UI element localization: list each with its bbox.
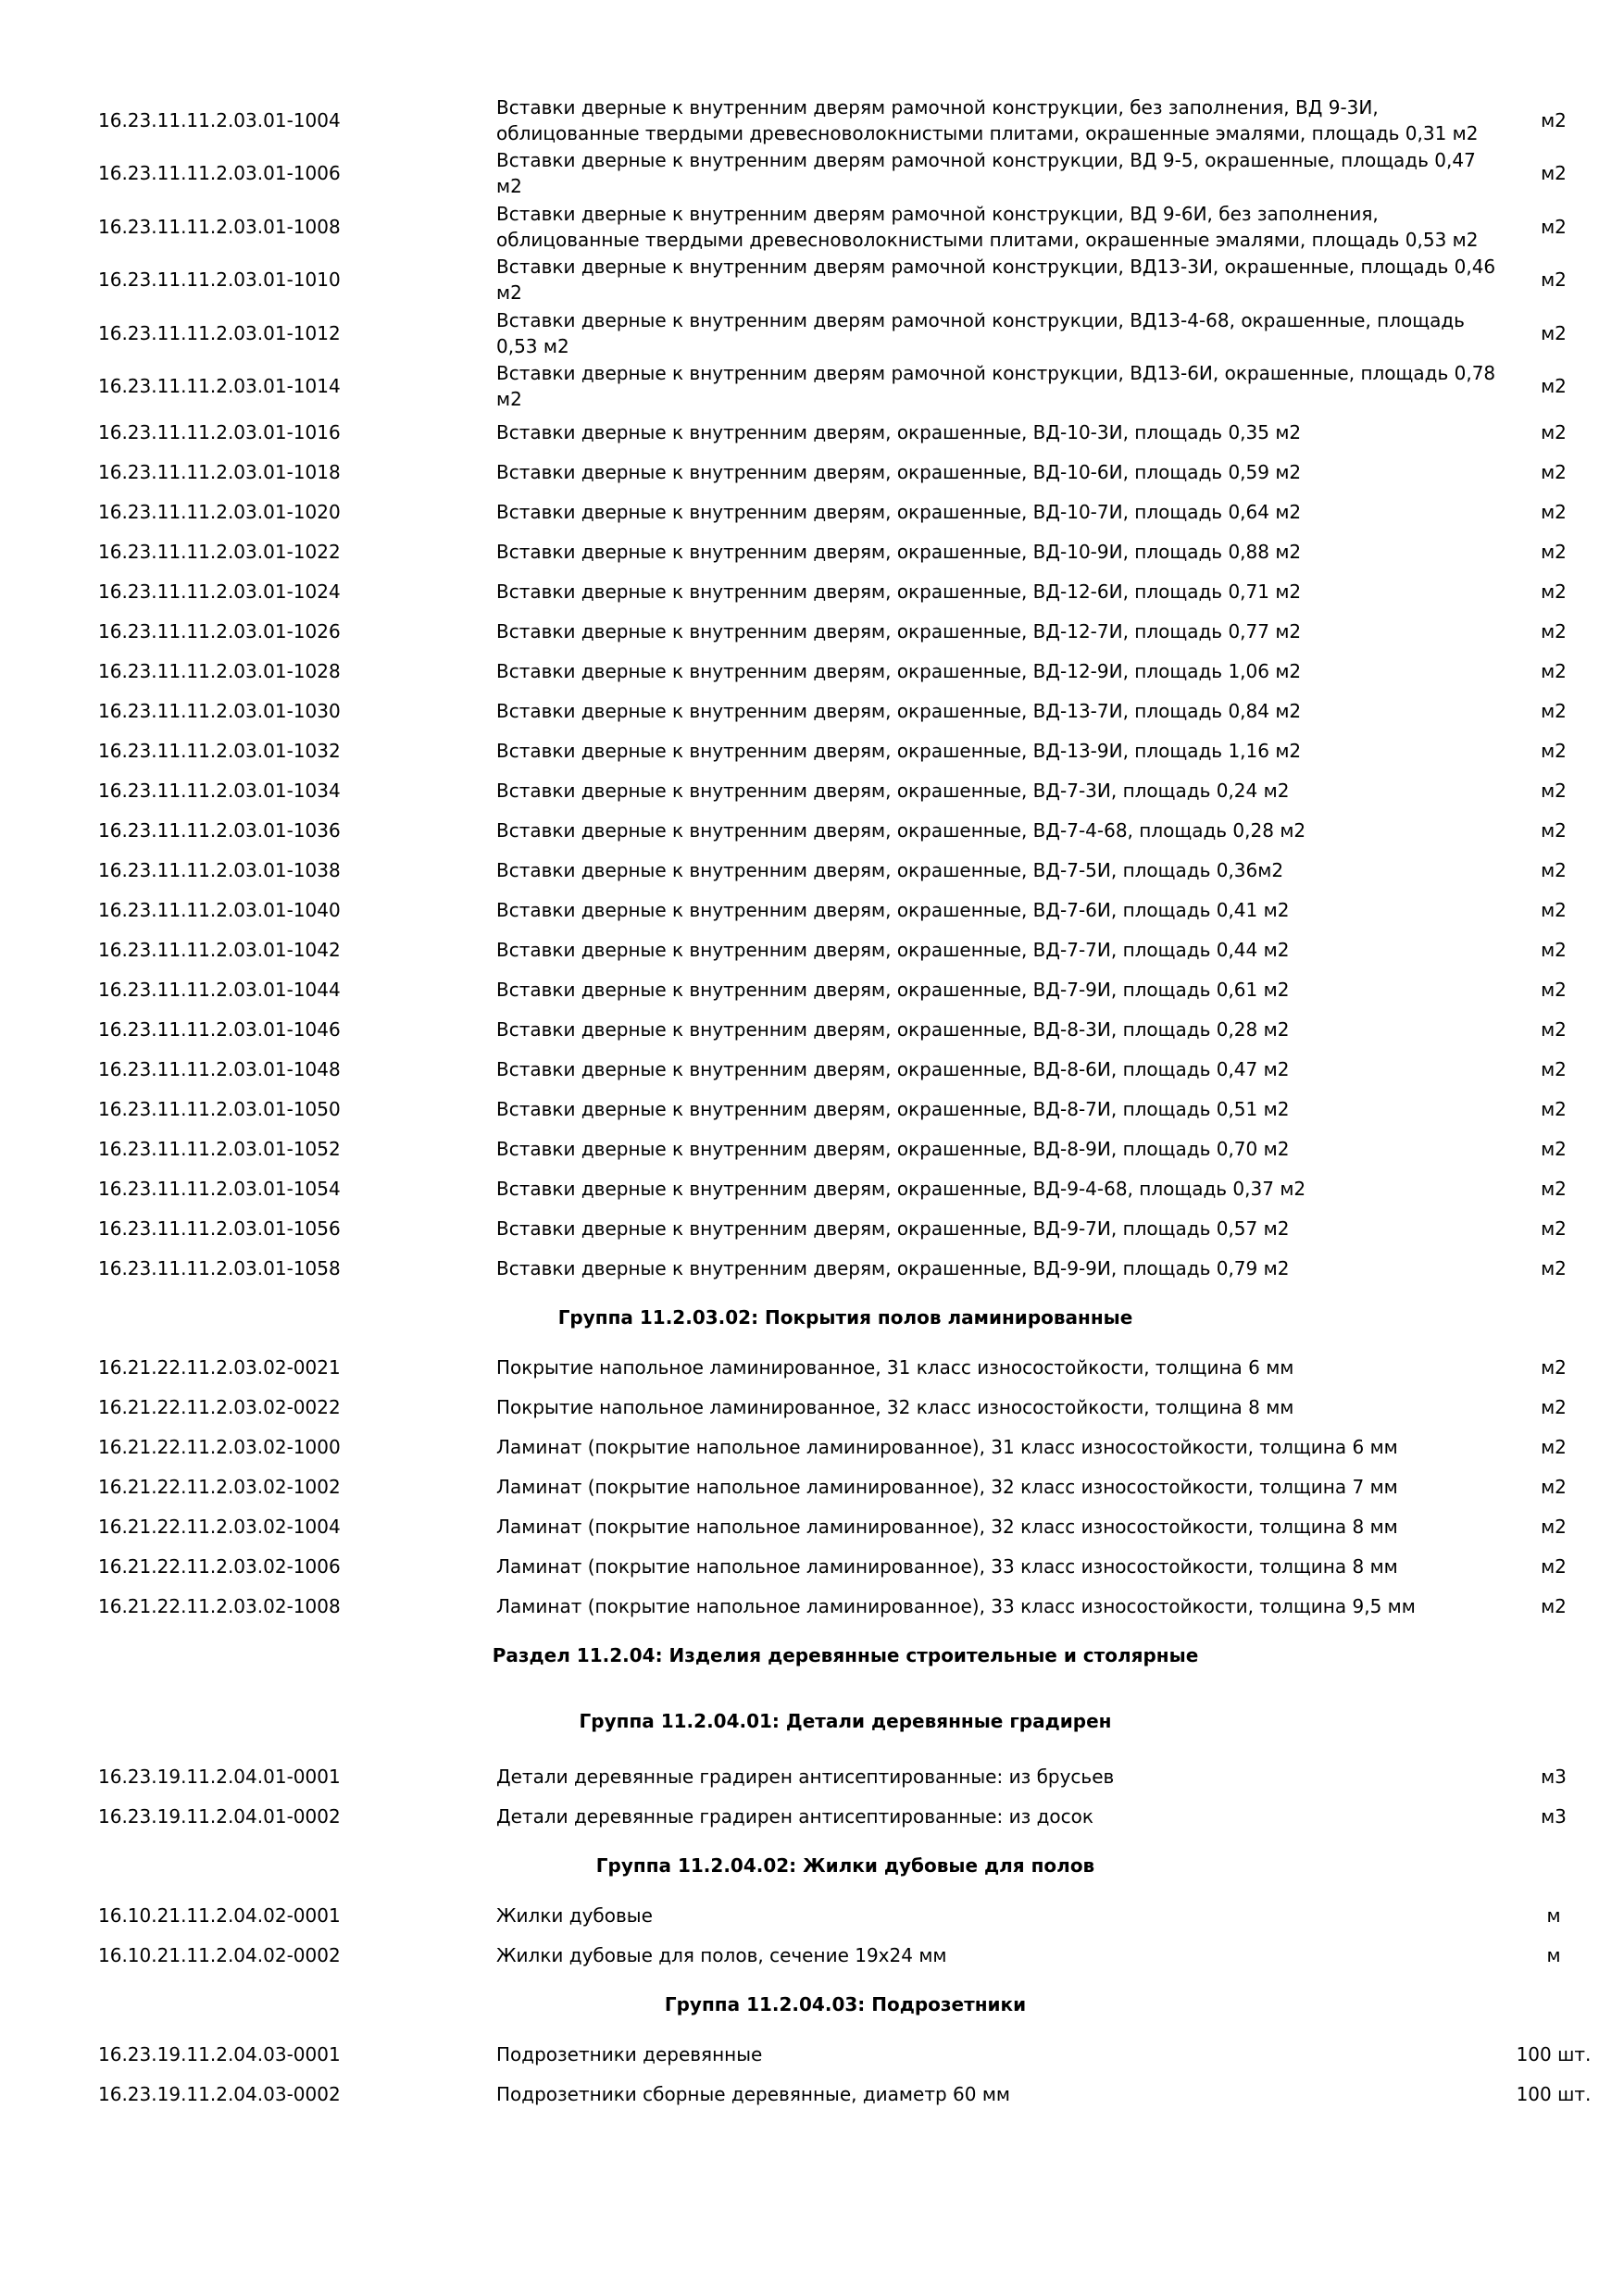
- resource-name: Вставки дверные к внутренним дверям, окрашенные, ВД-9-9И, площадь 0,79 м2: [496, 1256, 1290, 1279]
- resource-code: 16.23.19.11.2.04.01-0001: [98, 1765, 341, 1788]
- table-row: [89, 1129, 1602, 1168]
- heading-text: Группа 11.2.04.01: Детали деревянные градирен: [579, 1709, 1112, 1732]
- resource-unit: м2: [1541, 1515, 1567, 1538]
- resource-code: 16.23.19.11.2.04.03-0002: [98, 2082, 341, 2105]
- resource-name: Вставки дверные к внутренним дверям, окрашенные, ВД-7-6И, площадь 0,41 м2: [496, 898, 1290, 921]
- table-row: [89, 890, 1602, 930]
- resource-name: Вставки дверные к внутренним дверям, окрашенные, ВД-7-4-68, площадь 0,28 м2: [496, 818, 1306, 842]
- table-row: [89, 531, 1602, 571]
- table-row: [89, 147, 1602, 199]
- resource-name: Вставки дверные к внутренним дверям рамочной конструкции, без заполнения, ВД 9-3И, облицованные твердыми древесноволокнистыми плитами, окрашенные эмалями, площадь 0,31 м2: [496, 95, 1479, 144]
- resource-code: 16.23.11.11.2.03.01-1004: [98, 108, 341, 131]
- resource-name: Вставки дверные к внутренним дверям рамочной конструкции, ВД13-6И, окрашенные, площадь 0,78 м2: [496, 362, 1496, 410]
- table-row: [89, 254, 1602, 306]
- resource-name: Вставки дверные к внутренним дверям рамочной конструкции, ВД13-3И, окрашенные, площадь 0,46 м2: [496, 256, 1496, 304]
- resource-code: 16.23.11.11.2.03.01-1032: [98, 739, 341, 762]
- heading-text: Раздел 11.2.04: Изделия деревянные строительные и столярные: [492, 1644, 1199, 1666]
- resource-code: 16.21.22.11.2.03.02-1006: [98, 1554, 341, 1578]
- resource-name: Вставки дверные к внутренним дверям, окрашенные, ВД-9-7И, площадь 0,57 м2: [496, 1217, 1290, 1240]
- resource-unit: м2: [1541, 938, 1567, 961]
- table-row: [89, 93, 1602, 147]
- resource-code: 16.23.11.11.2.03.01-1028: [98, 659, 341, 682]
- resource-name: Вставки дверные к внутренним дверям рамочной конструкции, ВД 9-5, окрашенные, площадь 0,47 м2: [496, 149, 1476, 197]
- resource-code: 16.23.11.11.2.03.01-1042: [98, 938, 341, 961]
- resource-name: Вставки дверные к внутренним дверям, окрашенные, ВД-7-7И, площадь 0,44 м2: [496, 938, 1290, 961]
- section-heading: [89, 1626, 1602, 1685]
- resource-table-body: [89, 93, 1602, 2114]
- resource-code: 16.23.11.11.2.03.01-1034: [98, 779, 341, 802]
- resource-name: Детали деревянные градирен антисептированные: из брусьев: [496, 1765, 1115, 1788]
- table-row: [89, 611, 1602, 651]
- resource-name: Покрытие напольное ламинированное, 31 класс износостойкости, толщина 6 мм: [496, 1355, 1294, 1379]
- resource-unit: м2: [1541, 978, 1567, 1001]
- resource-name: Вставки дверные к внутренним дверям, окрашенные, ВД-7-5И, площадь 0,36м2: [496, 858, 1284, 881]
- table-row: [89, 651, 1602, 691]
- resource-name: Вставки дверные к внутренним дверям рамочной конструкции, ВД13-4-68, окрашенные, площадь 0,53 м2: [496, 308, 1465, 357]
- table-row: [89, 1387, 1602, 1427]
- resource-name: Ламинат (покрытие напольное ламинированное), 31 класс износостойкости, толщина 6 мм: [496, 1435, 1398, 1458]
- resource-unit: м2: [1541, 540, 1567, 563]
- resource-unit: м2: [1541, 1097, 1567, 1120]
- resource-code: 16.23.11.11.2.03.01-1008: [98, 215, 341, 238]
- resource-code: 16.23.11.11.2.03.01-1040: [98, 898, 341, 921]
- resource-code: 16.23.11.11.2.03.01-1014: [98, 375, 341, 397]
- resource-code: 16.10.21.11.2.04.02-0002: [98, 1943, 341, 1966]
- resource-code: 16.23.11.11.2.03.01-1046: [98, 1017, 341, 1041]
- resource-name: Подрозетники сборные деревянные, диаметр 60 мм: [496, 2082, 1010, 2105]
- table-row: [89, 691, 1602, 730]
- resource-name: Подрозетники деревянные: [496, 2042, 763, 2065]
- resource-code: 16.23.11.11.2.03.01-1020: [98, 500, 341, 523]
- resource-code: 16.23.11.11.2.03.01-1030: [98, 699, 341, 722]
- resource-unit: м3: [1541, 1804, 1567, 1828]
- resource-table: [89, 93, 1602, 2114]
- resource-name: Вставки дверные к внутренним дверям, окрашенные, ВД-9-4-68, площадь 0,37 м2: [496, 1177, 1306, 1200]
- resource-unit: м2: [1541, 818, 1567, 842]
- table-row: [89, 810, 1602, 850]
- resource-name: Вставки дверные к внутренним дверям, окрашенные, ВД-12-9И, площадь 1,06 м2: [496, 659, 1302, 682]
- resource-code: 16.21.22.11.2.03.02-1004: [98, 1515, 341, 1538]
- resource-code: 16.23.11.11.2.03.01-1012: [98, 321, 341, 344]
- resource-unit: 100 шт.: [1516, 2042, 1592, 2065]
- resource-unit: м2: [1541, 460, 1567, 483]
- table-row: [89, 770, 1602, 810]
- group-heading: [89, 1975, 1602, 2034]
- resource-unit: м2: [1541, 1057, 1567, 1080]
- resource-name: Вставки дверные к внутренним дверям, окрашенные, ВД-10-6И, площадь 0,59 м2: [496, 460, 1302, 483]
- resource-code: 16.23.19.11.2.04.01-0002: [98, 1804, 341, 1828]
- resource-unit: м2: [1541, 420, 1567, 443]
- resource-code: 16.23.11.11.2.03.01-1038: [98, 858, 341, 881]
- resource-name: Вставки дверные к внутренним дверям, окрашенные, ВД-10-7И, площадь 0,64 м2: [496, 500, 1302, 523]
- resource-code: 16.21.22.11.2.03.02-1002: [98, 1475, 341, 1498]
- resource-code: 16.23.11.11.2.03.01-1016: [98, 420, 341, 443]
- table-row: [89, 452, 1602, 492]
- resource-code: 16.23.11.11.2.03.01-1048: [98, 1057, 341, 1080]
- table-row: [89, 1427, 1602, 1466]
- table-row: [89, 850, 1602, 890]
- group-heading: [89, 1836, 1602, 1895]
- resource-unit: м2: [1541, 1137, 1567, 1160]
- resource-unit: м2: [1541, 619, 1567, 643]
- resource-unit: м2: [1541, 898, 1567, 921]
- resource-code: 16.23.19.11.2.04.03-0001: [98, 2042, 341, 2065]
- resource-name: Вставки дверные к внутренним дверям, окрашенные, ВД-13-9И, площадь 1,16 м2: [496, 739, 1302, 762]
- resource-name: Вставки дверные к внутренним дверям, окрашенные, ВД-13-7И, площадь 0,84 м2: [496, 699, 1302, 722]
- resource-unit: м2: [1541, 699, 1567, 722]
- resource-unit: м2: [1541, 268, 1567, 291]
- resource-unit: м: [1546, 1943, 1561, 1966]
- resource-unit: м2: [1541, 108, 1567, 131]
- table-row: [89, 492, 1602, 531]
- resource-name: Вставки дверные к внутренним дверям, окрашенные, ВД-7-3И, площадь 0,24 м2: [496, 779, 1290, 802]
- resource-unit: м2: [1541, 779, 1567, 802]
- resource-code: 16.23.11.11.2.03.01-1050: [98, 1097, 341, 1120]
- resource-name: Ламинат (покрытие напольное ламинированное), 32 класс износостойкости, толщина 7 мм: [496, 1475, 1398, 1498]
- table-row: [89, 199, 1602, 254]
- table-row: [89, 969, 1602, 1009]
- table-row: [89, 1796, 1602, 1836]
- resource-unit: м2: [1541, 1017, 1567, 1041]
- resource-unit: м2: [1541, 321, 1567, 344]
- resource-name: Вставки дверные к внутренним дверям, окрашенные, ВД-7-9И, площадь 0,61 м2: [496, 978, 1290, 1001]
- resource-code: 16.23.11.11.2.03.01-1036: [98, 818, 341, 842]
- table-row: [89, 1546, 1602, 1586]
- resource-code: 16.21.22.11.2.03.02-1000: [98, 1435, 341, 1458]
- table-row: [89, 360, 1602, 412]
- resource-unit: м2: [1541, 215, 1567, 238]
- resource-unit: м2: [1541, 162, 1567, 184]
- resource-code: 16.10.21.11.2.04.02-0001: [98, 1903, 341, 1927]
- resource-name: Вставки дверные к внутренним дверям, окрашенные, ВД-8-9И, площадь 0,70 м2: [496, 1137, 1290, 1160]
- resource-unit: м2: [1541, 1395, 1567, 1418]
- resource-code: 16.23.11.11.2.03.01-1044: [98, 978, 341, 1001]
- resource-name: Жилки дубовые для полов, сечение 19х24 мм: [496, 1943, 947, 1966]
- table-row: [89, 1168, 1602, 1208]
- resource-unit: м3: [1541, 1765, 1567, 1788]
- heading-text: Группа 11.2.04.02: Жилки дубовые для полов: [595, 1854, 1095, 1877]
- resource-unit: м2: [1541, 858, 1567, 881]
- resource-name: Вставки дверные к внутренним дверям рамочной конструкции, ВД 9-6И, без заполнения, облицованные твердыми древесноволокнистыми плитами, окрашенные эмалями, площадь 0,53 м2: [496, 202, 1479, 251]
- resource-name: Ламинат (покрытие напольное ламинированное), 33 класс износостойкости, толщина 9,5 мм: [496, 1594, 1416, 1617]
- table-row: [89, 1895, 1602, 1935]
- resource-code: 16.23.11.11.2.03.01-1026: [98, 619, 341, 643]
- table-row: [89, 412, 1602, 452]
- group-heading: [89, 1288, 1602, 1347]
- resource-code: 16.23.11.11.2.03.01-1058: [98, 1256, 341, 1279]
- resource-unit: м: [1546, 1903, 1561, 1927]
- resource-unit: м2: [1541, 580, 1567, 603]
- resource-name: Вставки дверные к внутренним дверям, окрашенные, ВД-10-3И, площадь 0,35 м2: [496, 420, 1302, 443]
- resource-code: 16.21.22.11.2.03.02-0021: [98, 1355, 341, 1379]
- resource-unit: м2: [1541, 500, 1567, 523]
- resource-name: Вставки дверные к внутренним дверям, окрашенные, ВД-8-3И, площадь 0,28 м2: [496, 1017, 1290, 1041]
- resource-unit: 100 шт.: [1516, 2082, 1592, 2105]
- table-row: [89, 1586, 1602, 1626]
- resource-unit: м2: [1541, 1554, 1567, 1578]
- table-row: [89, 1756, 1602, 1796]
- resource-name: Детали деревянные градирен антисептированные: из досок: [496, 1804, 1093, 1828]
- resource-unit: м2: [1541, 375, 1567, 397]
- table-row: [89, 1935, 1602, 1975]
- resource-unit: м2: [1541, 1475, 1567, 1498]
- table-row: [89, 1049, 1602, 1089]
- table-row: [89, 2074, 1602, 2114]
- table-row: [89, 1347, 1602, 1387]
- resource-name: Покрытие напольное ламинированное, 32 класс износостойкости, толщина 8 мм: [496, 1395, 1294, 1418]
- resource-name: Вставки дверные к внутренним дверям, окрашенные, ВД-10-9И, площадь 0,88 м2: [496, 540, 1302, 563]
- resource-code: 16.21.22.11.2.03.02-1008: [98, 1594, 341, 1617]
- table-row: [89, 1466, 1602, 1506]
- resource-code: 16.23.11.11.2.03.01-1010: [98, 268, 341, 291]
- table-row: [89, 930, 1602, 969]
- resource-unit: м2: [1541, 1177, 1567, 1200]
- resource-unit: м2: [1541, 1217, 1567, 1240]
- table-row: [89, 1248, 1602, 1288]
- resource-unit: м2: [1541, 1594, 1567, 1617]
- resource-name: Вставки дверные к внутренним дверям, окрашенные, ВД-12-7И, площадь 0,77 м2: [496, 619, 1302, 643]
- resource-name: Ламинат (покрытие напольное ламинированное), 33 класс износостойкости, толщина 8 мм: [496, 1554, 1398, 1578]
- resource-unit: м2: [1541, 739, 1567, 762]
- table-row: [89, 571, 1602, 611]
- table-row: [89, 1506, 1602, 1546]
- resource-code: 16.23.11.11.2.03.01-1024: [98, 580, 341, 603]
- resource-name: Ламинат (покрытие напольное ламинированное), 32 класс износостойкости, толщина 8 мм: [496, 1515, 1398, 1538]
- table-row: [89, 1208, 1602, 1248]
- resource-code: 16.23.11.11.2.03.01-1054: [98, 1177, 341, 1200]
- resource-unit: м2: [1541, 1355, 1567, 1379]
- resource-name: Вставки дверные к внутренним дверям, окрашенные, ВД-12-6И, площадь 0,71 м2: [496, 580, 1302, 603]
- heading-text: Группа 11.2.04.03: Подрозетники: [664, 1993, 1027, 2015]
- resource-name: Вставки дверные к внутренним дверям, окрашенные, ВД-8-7И, площадь 0,51 м2: [496, 1097, 1290, 1120]
- heading-text: Группа 11.2.03.02: Покрытия полов ламинированные: [557, 1306, 1133, 1329]
- table-row: [89, 730, 1602, 770]
- resource-code: 16.21.22.11.2.03.02-0022: [98, 1395, 341, 1418]
- table-row: [89, 2034, 1602, 2074]
- resource-name: Жилки дубовые: [496, 1903, 653, 1927]
- resource-unit: м2: [1541, 659, 1567, 682]
- table-row: [89, 1009, 1602, 1049]
- resource-code: 16.23.11.11.2.03.01-1006: [98, 162, 341, 184]
- resource-unit: м2: [1541, 1435, 1567, 1458]
- table-row: [89, 306, 1602, 360]
- resource-code: 16.23.11.11.2.03.01-1056: [98, 1217, 341, 1240]
- group-heading: [89, 1685, 1602, 1756]
- resource-code: 16.23.11.11.2.03.01-1022: [98, 540, 341, 563]
- resource-code: 16.23.11.11.2.03.01-1052: [98, 1137, 341, 1160]
- table-row: [89, 1089, 1602, 1129]
- resource-code: 16.23.11.11.2.03.01-1018: [98, 460, 341, 483]
- resource-unit: м2: [1541, 1256, 1567, 1279]
- resource-name: Вставки дверные к внутренним дверям, окрашенные, ВД-8-6И, площадь 0,47 м2: [496, 1057, 1290, 1080]
